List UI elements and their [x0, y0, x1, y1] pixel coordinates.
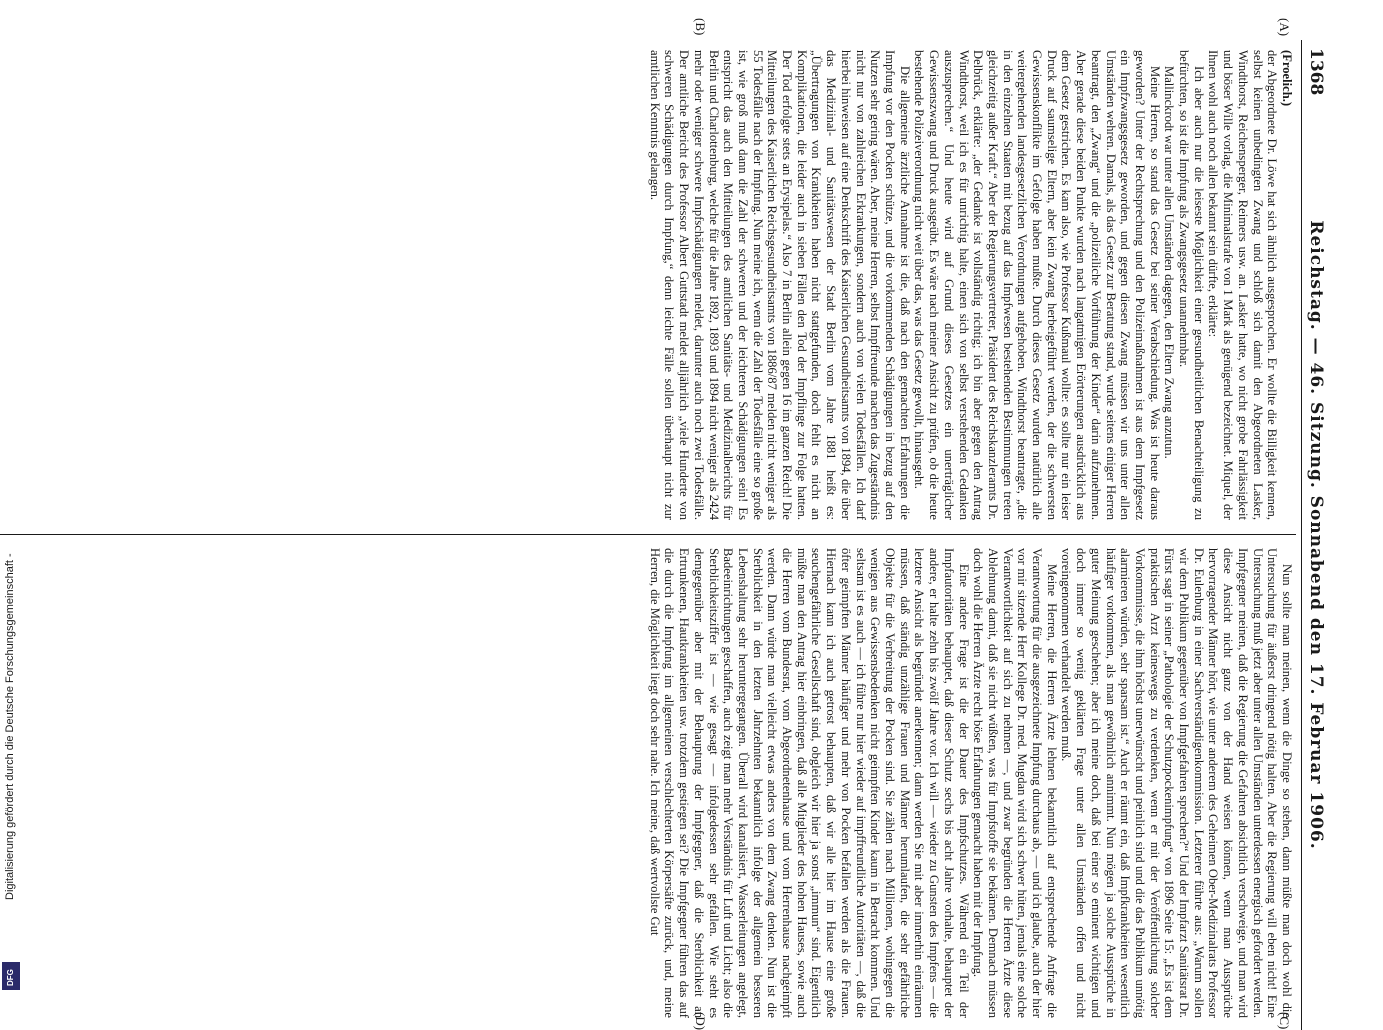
paragraph: Eine andere Frage ist die der Dauer des Impfschutzes. Während ein Teil der Impfautoritäten behauptet, daß dieser Schutz sechs bis acht Jahre vorhalte, behauptet der andere, er halte zehn bis zwölf Jahre vor. Ich will — wieder zu Gunsten des Impfens — die letztere Ansicht als begründet anerkennen; dann werden Sie mit aber immerhin einräumen müssen, daß ständig unzählige Frauen und Männer herumlaufen, die sehr gefährliche Objekte für die Verbreitung der Pocken sind. Sie zählen nach Millionen, wohingegen die wenigen aus Gewissensbedenken nicht geimpften Kinder kaum in Betracht kommen. Und seltsam ist es auch — ich führe nur hier wieder auf impffreundliche Autoritäten —, daß die öfter geimpften Männer häufiger und mehr von Pocken befallen werden als die Frauen. Hiernach kann ich auch getrost behaupten, daß wir alle hier im Hause eine große seuchengefährliche Gesellschaft sind, obgleich wir hier ja sonst „immun“ sind. Eigentlich müßte man den Antrag hier einbringen, daß alle Mitglieder des hohen Hauses, sowie auch die Herren vom Bundesrat, vom Abgeordnetenhause und vom Herrenhause nachgeimpft werden. Dann würde man vielleicht etwas anders von dem Zwang denken. Nun ist die Sterblichkeit in den letzten Jahrzehnten bekanntlich infolge der allgemein besseren Lebenshaltung sehr heruntergegangen. Überall wird kanalisiert, Wasserleitungen angelegt, Badeeinrichtungen geschaffen, auch zeigt man mehr Verständnis für Luft und Licht; also die Sterblichkeitsziffer ist — wie gesagt — infolgedessen sehr gefallen. Wie steht es demgegenüber aber mit der Behauptung der Impfgegner, daß die Sterblichkeit an Ertrunkenen, Hautkrankheiten usw. trotzdem gestiegen sei? Die Impfgegner führen das auf die durch die Impfung im allgemeinen verschlechterten Körpersäfte zurück, und, meine Herren, die Möglichkeit liegt doch sehr nahe. Ich meine, daß wertvollste Gut	[647, 548, 971, 1018]
margin-letter-b: (B)	[693, 18, 708, 36]
paragraph: Nun sollte man meinen, wenn die Dinge so stehen, dann müßte man doch wohl die Untersuchung für äußerst dringend nötig halten. Aber die Regierung will eben nicht! Eine Untersuchung muß jetzt aber unter allen Umständen unterdessen energisch gefordert werden. Impfgegner meinen, daß die Regierung die Gefahren absichtlich verschweige, und man wird diese Ansicht nicht ganz von der Hand weisen können, wenn man Aussprüche hervorragender Männer hört, wie unter anderem des Geheimen Ober-Medizinalrats Professor Dr. Eulenburg in einer Sachverständigenkommission. Letzterer führte aus: „Warum sollen wir dem Publikum gegenüber von Impfgefahren sprechen?“ Und der Impfarzt Sanitätsrat Dr. Fürst sagt in seiner „Pathologie der Schutzpockenimpfung“ von 1896 Seite 15: „Es ist dem praktischen Arzt keineswegs zu verdenken, wenn er mit der Veröffentlichung solcher Vorkommnisse, die ihm höchst unerwünscht und peinlich sind und die das Publikum unnötig alarmieren würden, sehr sparsam ist.“ Auch er räumt ein, daß Impfkrankheiten wesentlich häufiger vorkommen, als man gewöhnlich annimmt. Nun mögen ja solche Aussprüche in guter Meinung geschehen; aber ich meine doch, daß bei einer so eminent wichtigen und doch immer so wenig geklärten Frage unter allen Umständen offen und nicht voreingenommen verhandelt werden muß.	[1059, 548, 1294, 1018]
paragraph: Meine Herren, die Herren Ärzte lehnen bekanntlich auf entsprechende Anfrage die Verantwortung für die ausgezeichnete Impfung durchaus ab, — und ich glaube, auch der hier vor mir sitzende Herr Kollege Dr. med. Mugdan wird sich schwer hüten, jemals eine solche Verantwortlichkeit auf sich zu nehmen —, und zwar begründen die Herren Ärzte diese Ablehnung damit, daß sie nicht wüßten, was für Impfstoffe sie bekämen. Demnach müssen doch wohl die Herren Ärzte recht böse Erfahrungen gemacht haben mit der Impfung.	[971, 548, 1059, 1018]
margin-letter-a: (A)	[1277, 18, 1292, 37]
page-number: 1368	[1306, 48, 1326, 96]
running-head: Reichstag. — 46. Sitzung. Sonnabend den 17. Februar 1906.	[1306, 220, 1326, 850]
column-divider	[0, 534, 1296, 535]
dfg-logo	[2, 962, 20, 990]
digitization-credit	[2, 20, 24, 995]
speaker-name: (Froelich.)	[1280, 50, 1294, 107]
quote-paragraph: Ich aber auch nur die leiseste Möglichkeit einer gesundheitlichen Benachteiligung zu befürchten, so ist die Impfung als Zwangsgesetz unannehmbar.	[1177, 50, 1206, 520]
dfg-logo-text: DFG	[6, 969, 15, 986]
page-header	[1301, 40, 1328, 1030]
left-column	[0, 50, 1294, 520]
credit-text: Digitalisierung gefördert durch die Deutsche Forschungsgemeinschaft -	[4, 553, 16, 900]
right-column	[0, 548, 1294, 1018]
paragraph: der Abgeordnete Dr. Löwe hat sich ähnlich ausgesprochen. Er wollte die Billigkeit kennen, selbst keinen unbedingten Zwang und schloß sich damit den Abgeordneten Lasker, Windthorst, Reichensperger, Reimers usw. an. Lasker hatte, wo nicht grobe Fahrlässigkeit und böser Wille vorlag, die Minimalstrafe von 1 Mark als genügend bezeichnet. Miquel, der Ihnen wohl auch noch allen bekannt sein dürfte, erklärte:	[1206, 50, 1280, 520]
paragraph: Die allgemeine ärztliche Annahme ist die, daß nach den gemachten Erfahrungen die Impfung vor den Pocken schütze, und die vorkommenden Schädigungen in bezug auf den Nutzen sehr gering wären. Aber, meine Herren, selbst Impffreunde machen das Zugeständnis nicht nur von zahlreichen Erkrankungen, sondern auch von vielen Todesfällen. Ich darf hierbei hinweisen auf eine Denkschrift des Kaiserlichen Gesundheitsamts von 1894, die über das Mediziinal- und Sanitätswesen der Stadt Berlin vom Jahre 1881 heißt es: „Übertragungen von Krankheiten haben nicht stattgefunden, doch fehlt es nicht an Komplikationen, die leider auch in sieben Fällen den Tod der Impflinge zur Folge hatten. Der Tod erfolgte stets an Erysipelas.“ Also 7 in Berlin allein gegen 16 im ganzen Reich! Die Mitteilungen des Kaiserlichen Reichsgesundheitsamts von 1886/87 melden nicht weniger als 55 Todesfälle nach der Impfung. Nun meine ich, wenn die Zahl der Todesfälle eine so große ist, wie groß muß dann die Zahl der schweren und der leichteren Schädigungen sein! Es entspricht das auch den Mitteilungen des amtlichen Sanitäts- und Medizinalberichts für Berlin und Charlottenburg, welche für die Jahre 1892, 1893 und 1894 nicht weniger als 2424 mehr oder weniger schwere Impfschädigungen meldet, darunter auch noch zwei Todesfälle. Der amtliche Bericht des Professor Albert Guttstadt meldet alljährlich „viele Hunderte von schweren Schädigungen durch Impfung,“ denn leichte Fälle sollen überhaupt nicht zur amtlichen Kenntnis gelangen.	[647, 50, 912, 520]
paragraph: Meine Herren, so stand das Gesetz bei seiner Verabschiedung. Was ist heute daraus geworden? Unter der Rechtsprechung und den Polizeimaßnahmen ist aus dem Impfgesetz ein Impfzwangsgesetz geworden, und gegen diesen Zwang müssen wir uns unter allen Umständen wehren. Damals, als das Gesetz zur Beratung stand, wurde seitens einiger Herren beantragt, den „Zwang“ und die „polizeiliche Vorführung der Kinder“ darin aufzunehmen. Aber gerade diese beiden Punkte wurden nach langatmigen Erörterungen ausdrücklich aus dem Gesetz gestrichen. Es kam also, wie Professor Kußmaul wollte: es sollte nur ein leiser Druck auf saumselige Eltern, aber kein Zwang herbeigeführt werden, der die schwersten Gewissenskonflikte im Gefolge haben mußte. Durch dieses Gesetz wurden natürlich alle weitergehenden landesgesetzlichen Verordnungen aufgehoben. Windthorst beantragte, „die in den einzelnen Staaten mit bezug auf das Impfwesen bestehenden Bestimmungen treten gleichzeitig außer Kraft.“ Aber der Regierungsvertreter, Präsident des Reichskanzleramts Dr. Delbrück, erklärte: „der Gedanke ist vollständig richtig; ich bin aber gegen den Antrag Windthorst, weil ich es für unrichtig halte, einen sich von selbst verstehenden Gedanken auszusprechen.“ Und heute wird auf Grund dieses Gesetzes ein unerträglicher Gewissenszwang und Druck ausgeübt. Es wäre nach meiner Ansicht zu prüfen, ob die heute bestehende Polizeiverordnung nicht weit über das, was das Gesetz gewollt, hinausgeht.	[912, 50, 1162, 520]
margin-letter-c: (C)	[1277, 1012, 1292, 1030]
scanned-page	[0, 18, 1328, 1030]
paragraph: Mallinckrodt war unter allen Umständen dagegen, den Eltern Zwang anzutun.	[1162, 66, 1177, 459]
margin-letter-d: (D)	[693, 1012, 708, 1030]
